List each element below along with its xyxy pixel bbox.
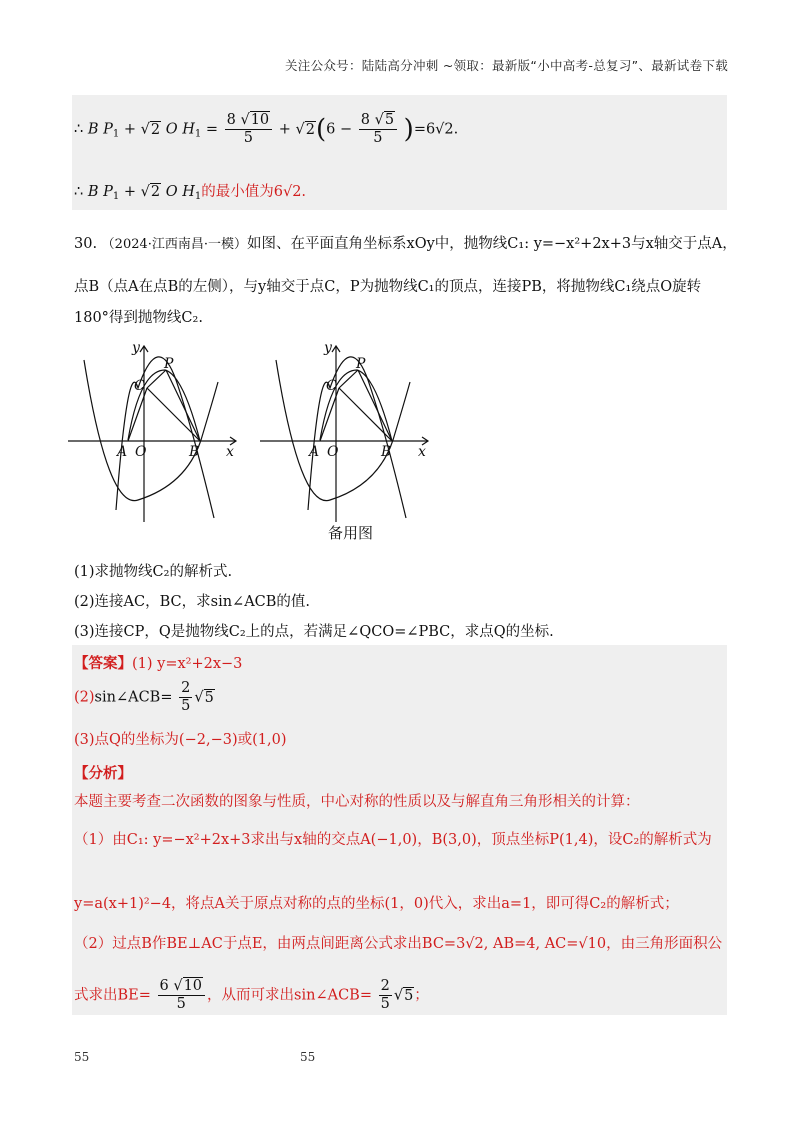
answer-line-3: (3)点Q的坐标为(−2,−3)或(1,0) <box>74 732 287 748</box>
answer-line-1 <box>74 652 242 673</box>
analysis-p2b: 式求出BE= $\frac{6 √10}{5}$ ，从而可求出sin∠ACB= $\frac{2}{5}$ √5； <box>74 978 429 1012</box>
p2b-mid: ，从而可求出sin∠ACB= <box>207 987 372 1004</box>
label-y-2: y <box>324 340 332 356</box>
analysis-tag-line <box>74 762 132 783</box>
answer-tag: 【答案】 <box>74 655 132 672</box>
answer-2: sin∠ACB= <box>94 689 173 706</box>
answer-2-prefix: (2) <box>74 689 95 706</box>
figure-main <box>68 340 238 525</box>
label-b-2: B <box>381 444 392 460</box>
label-x-2: x <box>418 444 426 460</box>
parabola-c2 <box>84 360 218 501</box>
question-line-2: 点B（点A在点B的左侧），与y轴交于点C，P为抛物线C₁的顶点，连接PB，将抛物线C₁绕点O旋转 <box>74 279 702 295</box>
label-c: C <box>134 378 145 394</box>
label-o-2: O <box>327 444 339 460</box>
analysis-intro: 本题主要考查二次函数的图象与性质，中心对称的性质以及与解直角三角形相关的计算： <box>74 794 640 810</box>
analysis-p2a: （2）过点B作BE⊥AC于点E，由两点间距离公式求出BC=3√2, AB=4, AC=√10，由三角形面积公 <box>74 936 723 952</box>
question-line-1 <box>74 232 737 253</box>
question-source: （2024·江西南昌·一模） <box>101 237 248 252</box>
line1-result: =6√2. <box>413 121 459 138</box>
part-2: (2)连接AC，BC，求sin∠ACB的值. <box>74 594 311 610</box>
min-value-text: 的最小值为6√2. <box>201 184 307 200</box>
footer-page-center: 55 <box>300 1050 316 1064</box>
answer-line-2: (2)sin∠ACB= $\frac{2}{5}$ √5 <box>74 680 214 714</box>
label-p-2: P <box>356 356 366 372</box>
label-a: A <box>117 444 128 460</box>
footer-page-left: 55 <box>74 1050 90 1064</box>
page-header: 关注公众号：陆陆高分冲刺 ~领取：最新版“小中高考-总复习”、最新试卷下载 <box>284 58 728 73</box>
therefore-symbol: ∴ <box>74 121 84 138</box>
part-3: (3)连接CP，Q是抛物线C₂上的点，若满足∠QCO=∠PBC，求点Q的坐标. <box>74 624 554 640</box>
therefore-symbol-2: ∴ <box>74 184 84 200</box>
part-1: (1)求抛物线C₂的解析式. <box>74 564 233 580</box>
label-c-2: C <box>326 378 337 394</box>
segment-pb <box>166 370 200 441</box>
figure-caption: 备用图 <box>328 524 374 542</box>
label-p: P <box>164 356 174 372</box>
label-x: x <box>226 444 234 460</box>
label-b: B <box>189 444 200 460</box>
answer-1: (1) y=x²+2x−3 <box>132 656 243 672</box>
figure-backup <box>260 340 430 525</box>
analysis-p1b: y=a(x+1)²−4，将点A关于原点对称的点的坐标(1，0)代入，求出a=1，即可得C₂的解析式； <box>74 896 679 912</box>
label-y: y <box>132 340 140 356</box>
analysis-p1a: （1）由C₁: y=−x²+2x+3求出与x轴的交点A(−1,0)，B(3,0)，顶点坐标P(1,4)，设C₂的解析式为 <box>74 832 712 848</box>
question-text-1: 如图、在平面直角坐标系xOy中，抛物线C₁: y=−x²+2x+3与x轴交于点A， <box>247 236 737 252</box>
analysis-tag: 【分析】 <box>74 765 132 782</box>
question-line-3: 180°得到抛物线C₂. <box>74 310 203 326</box>
formula-line-2: ∴ B $P_1 + √2$ O $H_1$的最小值为6√2. <box>74 184 307 202</box>
formula-line-1: ∴ B $P_1 + √2$ O $H_1$ = $\frac{8 √10}{5}$ + √2(6 − $\frac{8 √5}{5}$ )=6√2. <box>74 112 459 146</box>
label-o: O <box>135 444 147 460</box>
question-number: 30. <box>74 236 98 252</box>
p2b-end: ； <box>414 987 429 1004</box>
label-a-2: A <box>309 444 320 460</box>
p2b-prefix: 式求出BE= <box>74 987 151 1004</box>
